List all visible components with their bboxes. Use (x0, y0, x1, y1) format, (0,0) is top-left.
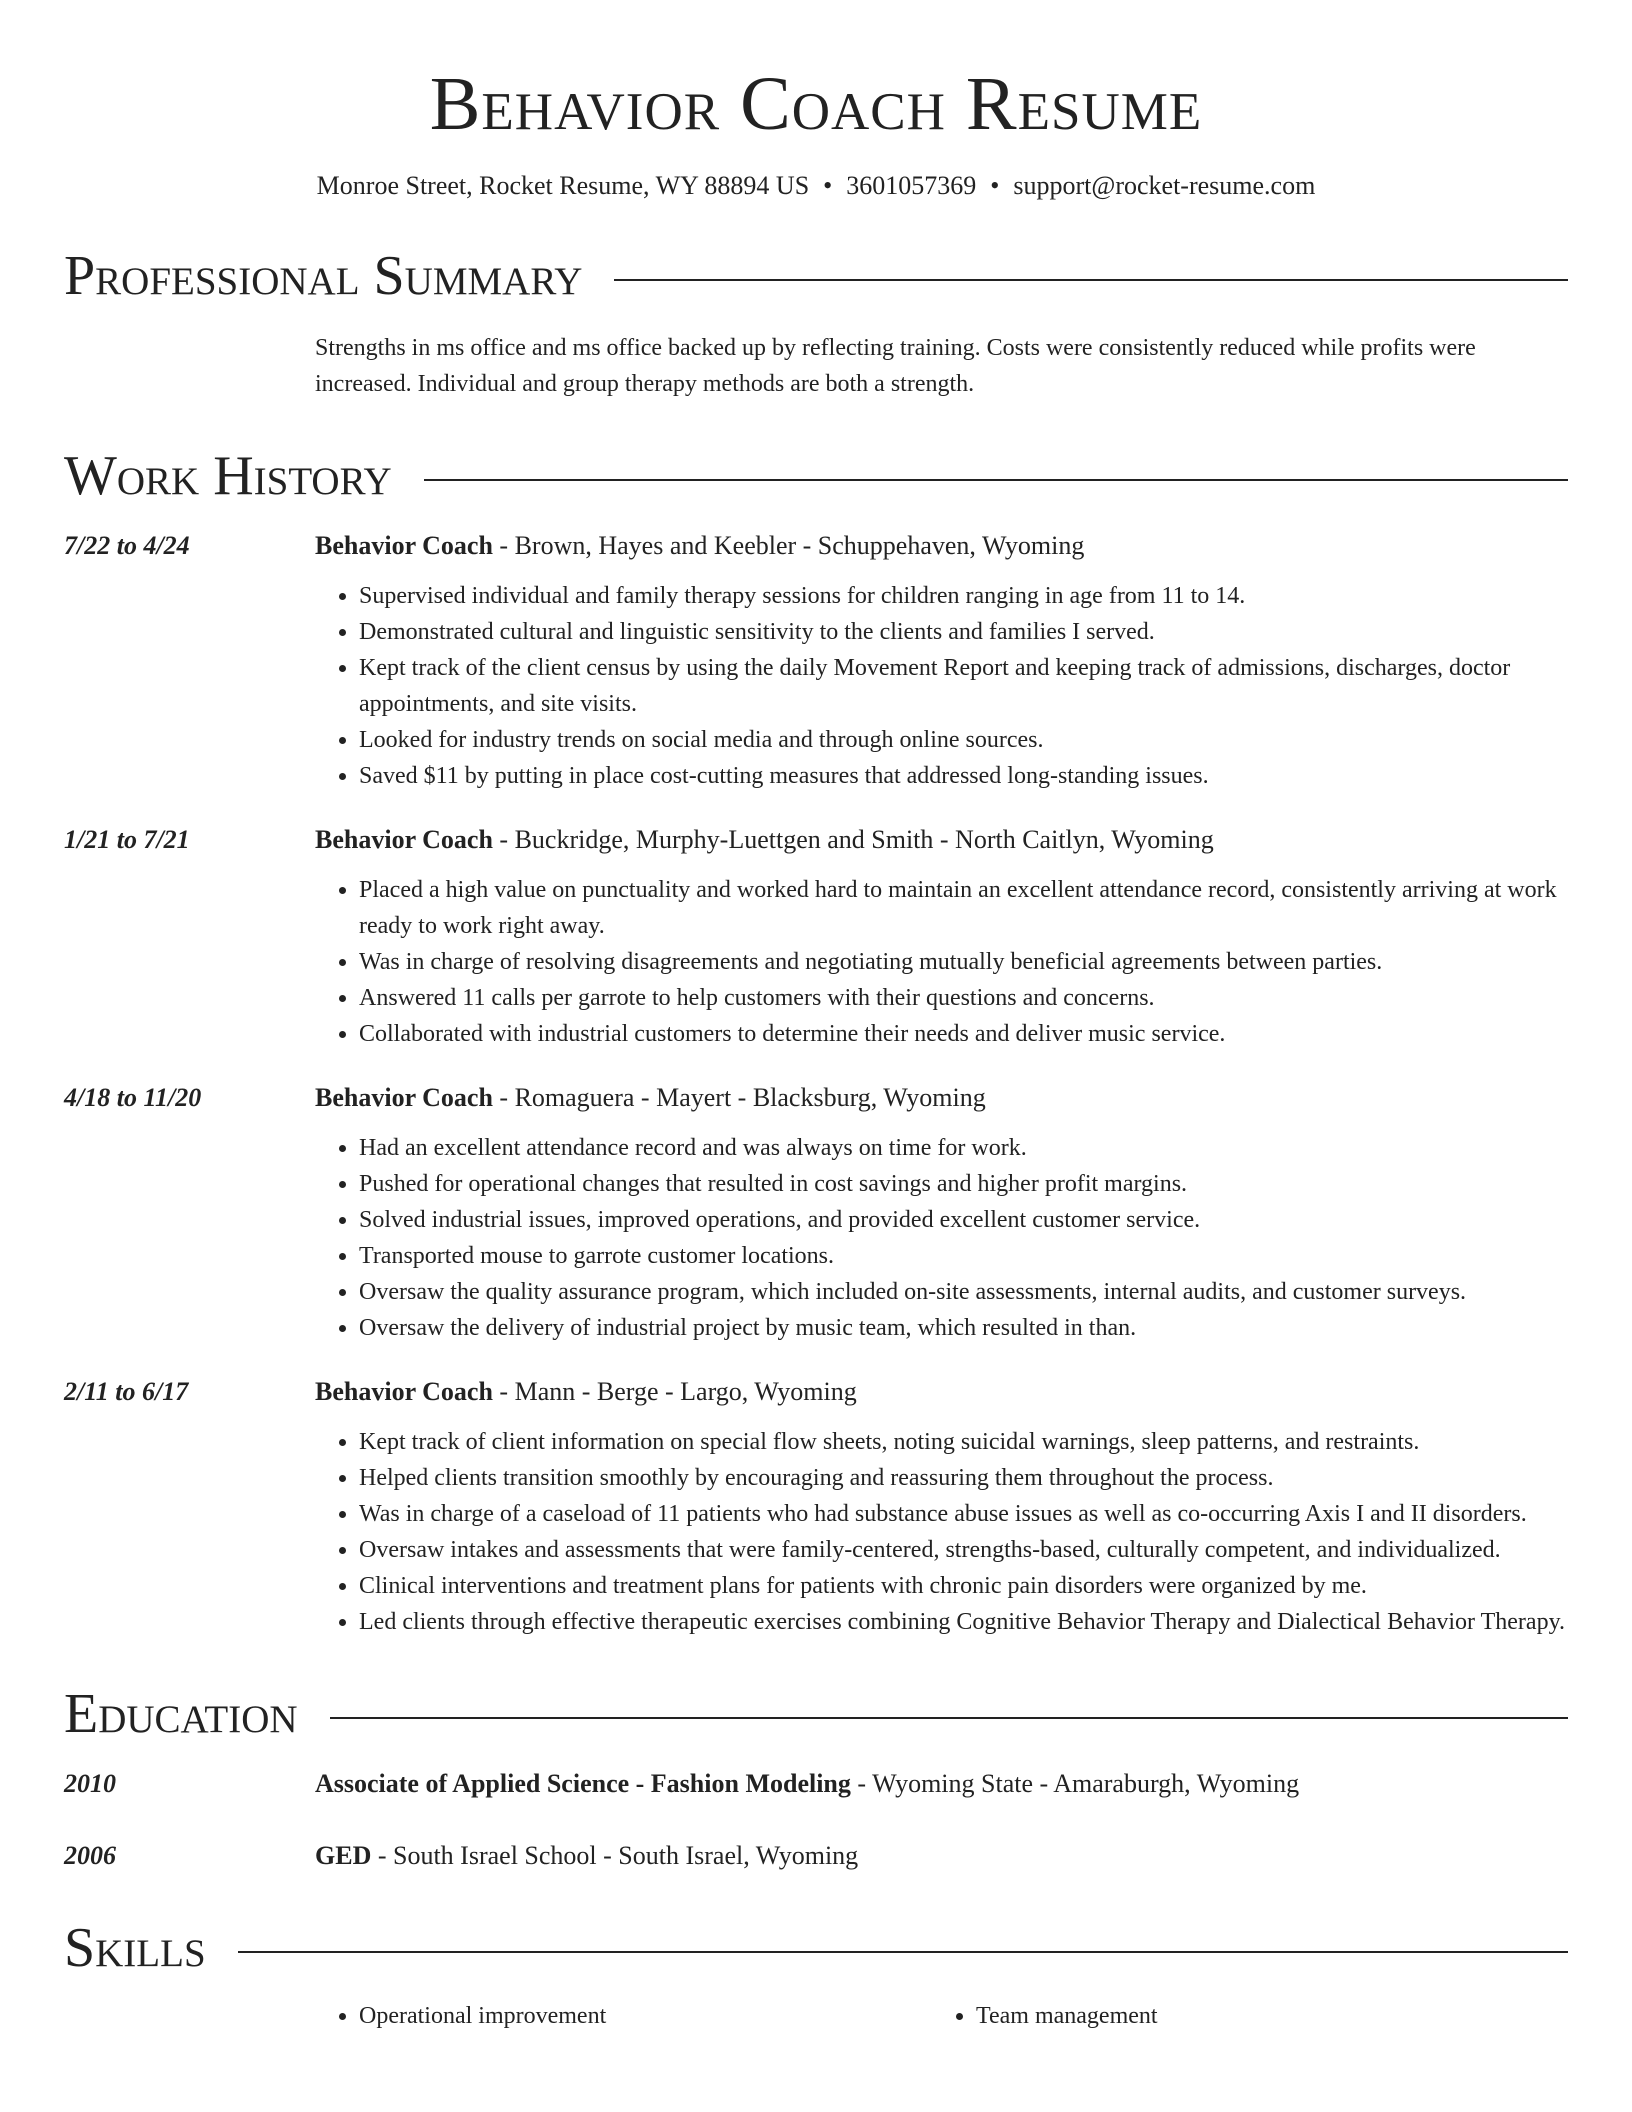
education-heading-line (315, 1838, 1568, 1874)
skills-heading: Skills (64, 1917, 206, 1979)
job-bullet: • Demonstrated cultural and linguistic sensitivity to the clients and families I served. (359, 614, 1568, 650)
skills-list (315, 1998, 1568, 2034)
skills-column-left (315, 1998, 932, 2034)
contact-line (64, 170, 1568, 202)
contact-address: Monroe Street, Rocket Resume, WY 88894 US (316, 171, 810, 200)
job-bullet: • Oversaw intakes and assessments that were family-centered, strengths-based, culturally competent, and individualized. (359, 1532, 1568, 1568)
section-divider (424, 479, 1568, 481)
job-bullets (315, 872, 1568, 1052)
section-divider (614, 279, 1568, 281)
job-body (315, 822, 1568, 1052)
resume-title: Behavior Coach Resume (429, 62, 1203, 146)
job-details: - Buckridge, Murphy-Luettgen and Smith - North Caitlyn, Wyoming (492, 825, 1214, 854)
summary-section-header (64, 246, 1568, 306)
job-bullet: • Clinical interventions and treatment plans for patients with chronic pain disorders were organized by me. (359, 1568, 1568, 1604)
job-dates: 2/11 to 6/17 (64, 1377, 189, 1406)
section-divider (238, 1951, 1568, 1953)
job-entry (64, 822, 1568, 1052)
education-degree: GED (315, 1841, 372, 1870)
job-bullets (315, 1130, 1568, 1346)
job-title: Behavior Coach (315, 825, 493, 854)
education-year: 2006 (64, 1841, 116, 1870)
skills-section-header (64, 1918, 1568, 1978)
job-dates: 1/21 to 7/21 (64, 825, 190, 854)
education-heading: Education (64, 1683, 298, 1745)
job-bullet: • Solved industrial issues, improved operations, and provided excellent customer service. (359, 1202, 1568, 1238)
job-bullet: • Oversaw the quality assurance program, which included on-site assessments, internal audits, and customer surveys. (359, 1274, 1568, 1310)
job-title: Behavior Coach (315, 1083, 493, 1112)
job-bullet: • Supervised individual and family therapy sessions for children ranging in age from 11 to 14. (359, 578, 1568, 614)
job-bullets (315, 1424, 1568, 1640)
job-bullet: • Transported mouse to garrote customer locations. (359, 1238, 1568, 1274)
education-heading-line (315, 1766, 1568, 1802)
contact-separator: • (823, 171, 833, 200)
job-bullets (315, 578, 1568, 794)
job-bullet: • Placed a high value on punctuality and worked hard to maintain an excellent attendance record, consistently arriving at work ready to work right away. (359, 872, 1568, 944)
job-bullet: • Kept track of the client census by using the daily Movement Report and keeping track of admissions, discharges, doctor appointments, and site visits. (359, 650, 1568, 722)
job-bullet: • Was in charge of resolving disagreements and negotiating mutually beneficial agreements between parties. (359, 944, 1568, 980)
job-heading (315, 1374, 1568, 1410)
skill-item: • Team management (976, 1998, 1549, 2034)
work-section-header (64, 446, 1568, 506)
job-details: - Brown, Hayes and Keebler - Schuppehaven, Wyoming (492, 531, 1085, 560)
job-heading (315, 528, 1568, 564)
job-entry (64, 1374, 1568, 1640)
section-divider (330, 1717, 1568, 1719)
education-degree: Associate of Applied Science - Fashion Modeling (315, 1769, 851, 1798)
job-dates: 4/18 to 11/20 (64, 1083, 202, 1112)
job-details: - Romaguera - Mayert - Blacksburg, Wyoming (492, 1083, 986, 1112)
job-bullet: • Helped clients transition smoothly by encouraging and reassuring them throughout the process. (359, 1460, 1568, 1496)
job-bullet: • Looked for industry trends on social media and through online sources. (359, 722, 1568, 758)
job-bullet: • Kept track of client information on special flow sheets, noting suicidal warnings, sleep patterns, and restraints. (359, 1424, 1568, 1460)
job-details: - Mann - Berge - Largo, Wyoming (492, 1377, 857, 1406)
job-heading (315, 1080, 1568, 1116)
contact-phone: 3601057369 (846, 171, 977, 200)
skills-column-right (932, 1998, 1549, 2034)
work-heading: Work History (64, 445, 392, 507)
skill-item: • Operational improvement (359, 1998, 932, 2034)
job-bullet: • Saved $11 by putting in place cost-cutting measures that addressed long-standing issues. (359, 758, 1568, 794)
job-title: Behavior Coach (315, 531, 493, 560)
job-heading (315, 822, 1568, 858)
job-bullet: • Had an excellent attendance record and was always on time for work. (359, 1130, 1568, 1166)
job-entry (64, 528, 1568, 794)
job-bullet: • Pushed for operational changes that resulted in cost savings and higher profit margins. (359, 1166, 1568, 1202)
education-entry (64, 1838, 1568, 1874)
job-dates: 7/22 to 4/24 (64, 531, 190, 560)
resume-page (64, 0, 1568, 2034)
education-details: - Wyoming State - Amaraburgh, Wyoming (850, 1769, 1300, 1798)
job-bullet: • Collaborated with industrial customers to determine their needs and deliver music service. (359, 1016, 1568, 1052)
job-body (315, 1374, 1568, 1640)
job-bullet: • Answered 11 calls per garrote to help customers with their questions and concerns. (359, 980, 1568, 1016)
education-section-header (64, 1684, 1568, 1744)
job-body (315, 1080, 1568, 1346)
job-body (315, 528, 1568, 794)
job-bullet: • Oversaw the delivery of industrial project by music team, which resulted in than. (359, 1310, 1568, 1346)
education-details: - South Israel School - South Israel, Wyoming (371, 1841, 859, 1870)
job-entry (64, 1080, 1568, 1346)
education-entry (64, 1766, 1568, 1802)
summary-text: Strengths in ms office and ms office backed up by reflecting training. Costs were consistently reduced while profits were increased. Individual and group therapy methods are both a strength. (315, 335, 1476, 397)
contact-email: support@rocket-resume.com (1013, 171, 1316, 200)
contact-separator: • (990, 171, 1000, 200)
job-title: Behavior Coach (315, 1377, 493, 1406)
job-bullet: • Was in charge of a caseload of 11 patients who had substance abuse issues as well as co-occurring Axis I and II disorders. (359, 1496, 1568, 1532)
education-year: 2010 (64, 1769, 116, 1798)
summary-heading: Professional Summary (64, 245, 583, 307)
job-bullet: • Led clients through effective therapeutic exercises combining Cognitive Behavior Therapy and Dialectical Behavior Therapy. (359, 1604, 1568, 1640)
